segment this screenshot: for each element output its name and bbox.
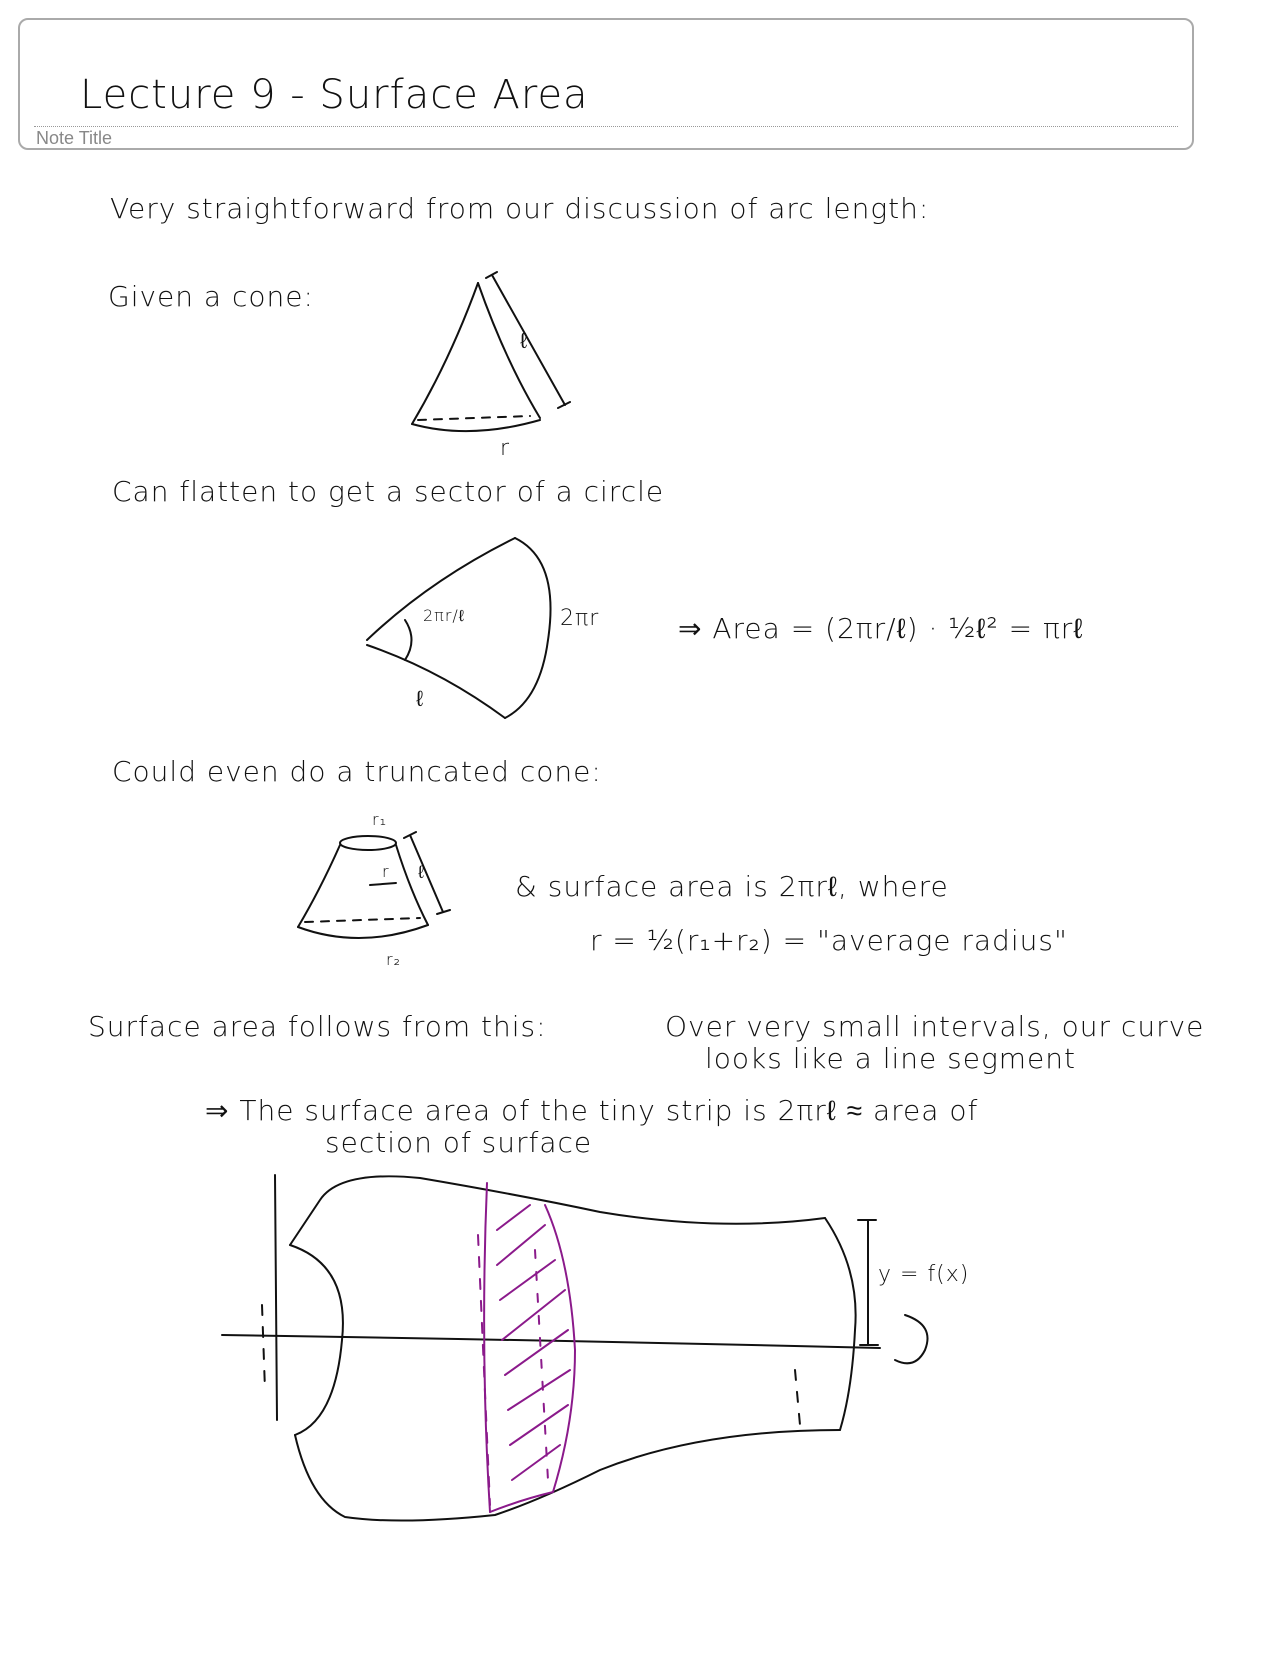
cone-slant-label: ℓ [520,329,529,354]
strip-area-text: ⇒ The surface area of the tiny strip is 2πrℓ ≈ area of [205,1094,979,1127]
truncated-cone-text: Could even do a truncated cone: [112,755,602,788]
area-formula: ⇒ Area = (2πr/ℓ) · ½ℓ² = πrℓ [678,612,1084,645]
cone-radius-label: r [500,436,511,461]
small-intervals-text: Over very small intervals, our curve [665,1010,1205,1043]
trunc-r-label: r [382,862,390,881]
section-text: section of surface [325,1126,593,1159]
page-title: Lecture 9 - Surface Area [80,72,589,118]
cone-drawing [412,272,570,431]
trunc-area-text: & surface area is 2πrℓ, where [515,870,949,903]
trunc-r1-label: r₁ [372,810,387,829]
function-label: y = f(x) [878,1262,970,1287]
follows-text: Surface area follows from this: [88,1010,547,1043]
trunc-r2-label: r₂ [386,950,401,969]
sector-arc-label: 2πr [560,606,600,631]
truncated-cone-drawing [298,832,450,938]
trunc-l-label: ℓ [418,862,425,883]
surface-drawing [222,1175,928,1521]
highlighted-strip [478,1183,575,1512]
sector-angle-label: 2πr/ℓ [423,606,465,625]
sector-drawing [367,538,551,718]
intro-text: Very straightforward from our discussion of arc length: [110,192,930,225]
sector-radius-label: ℓ [416,687,425,712]
note-title-label: Note Title [36,128,113,148]
line-segment-text: looks like a line segment [705,1042,1076,1075]
average-radius-text: r = ½(r₁+r₂) = "average radius" [590,924,1068,957]
given-cone-text: Given a cone: [108,280,314,313]
flatten-text: Can flatten to get a sector of a circle [112,475,665,508]
